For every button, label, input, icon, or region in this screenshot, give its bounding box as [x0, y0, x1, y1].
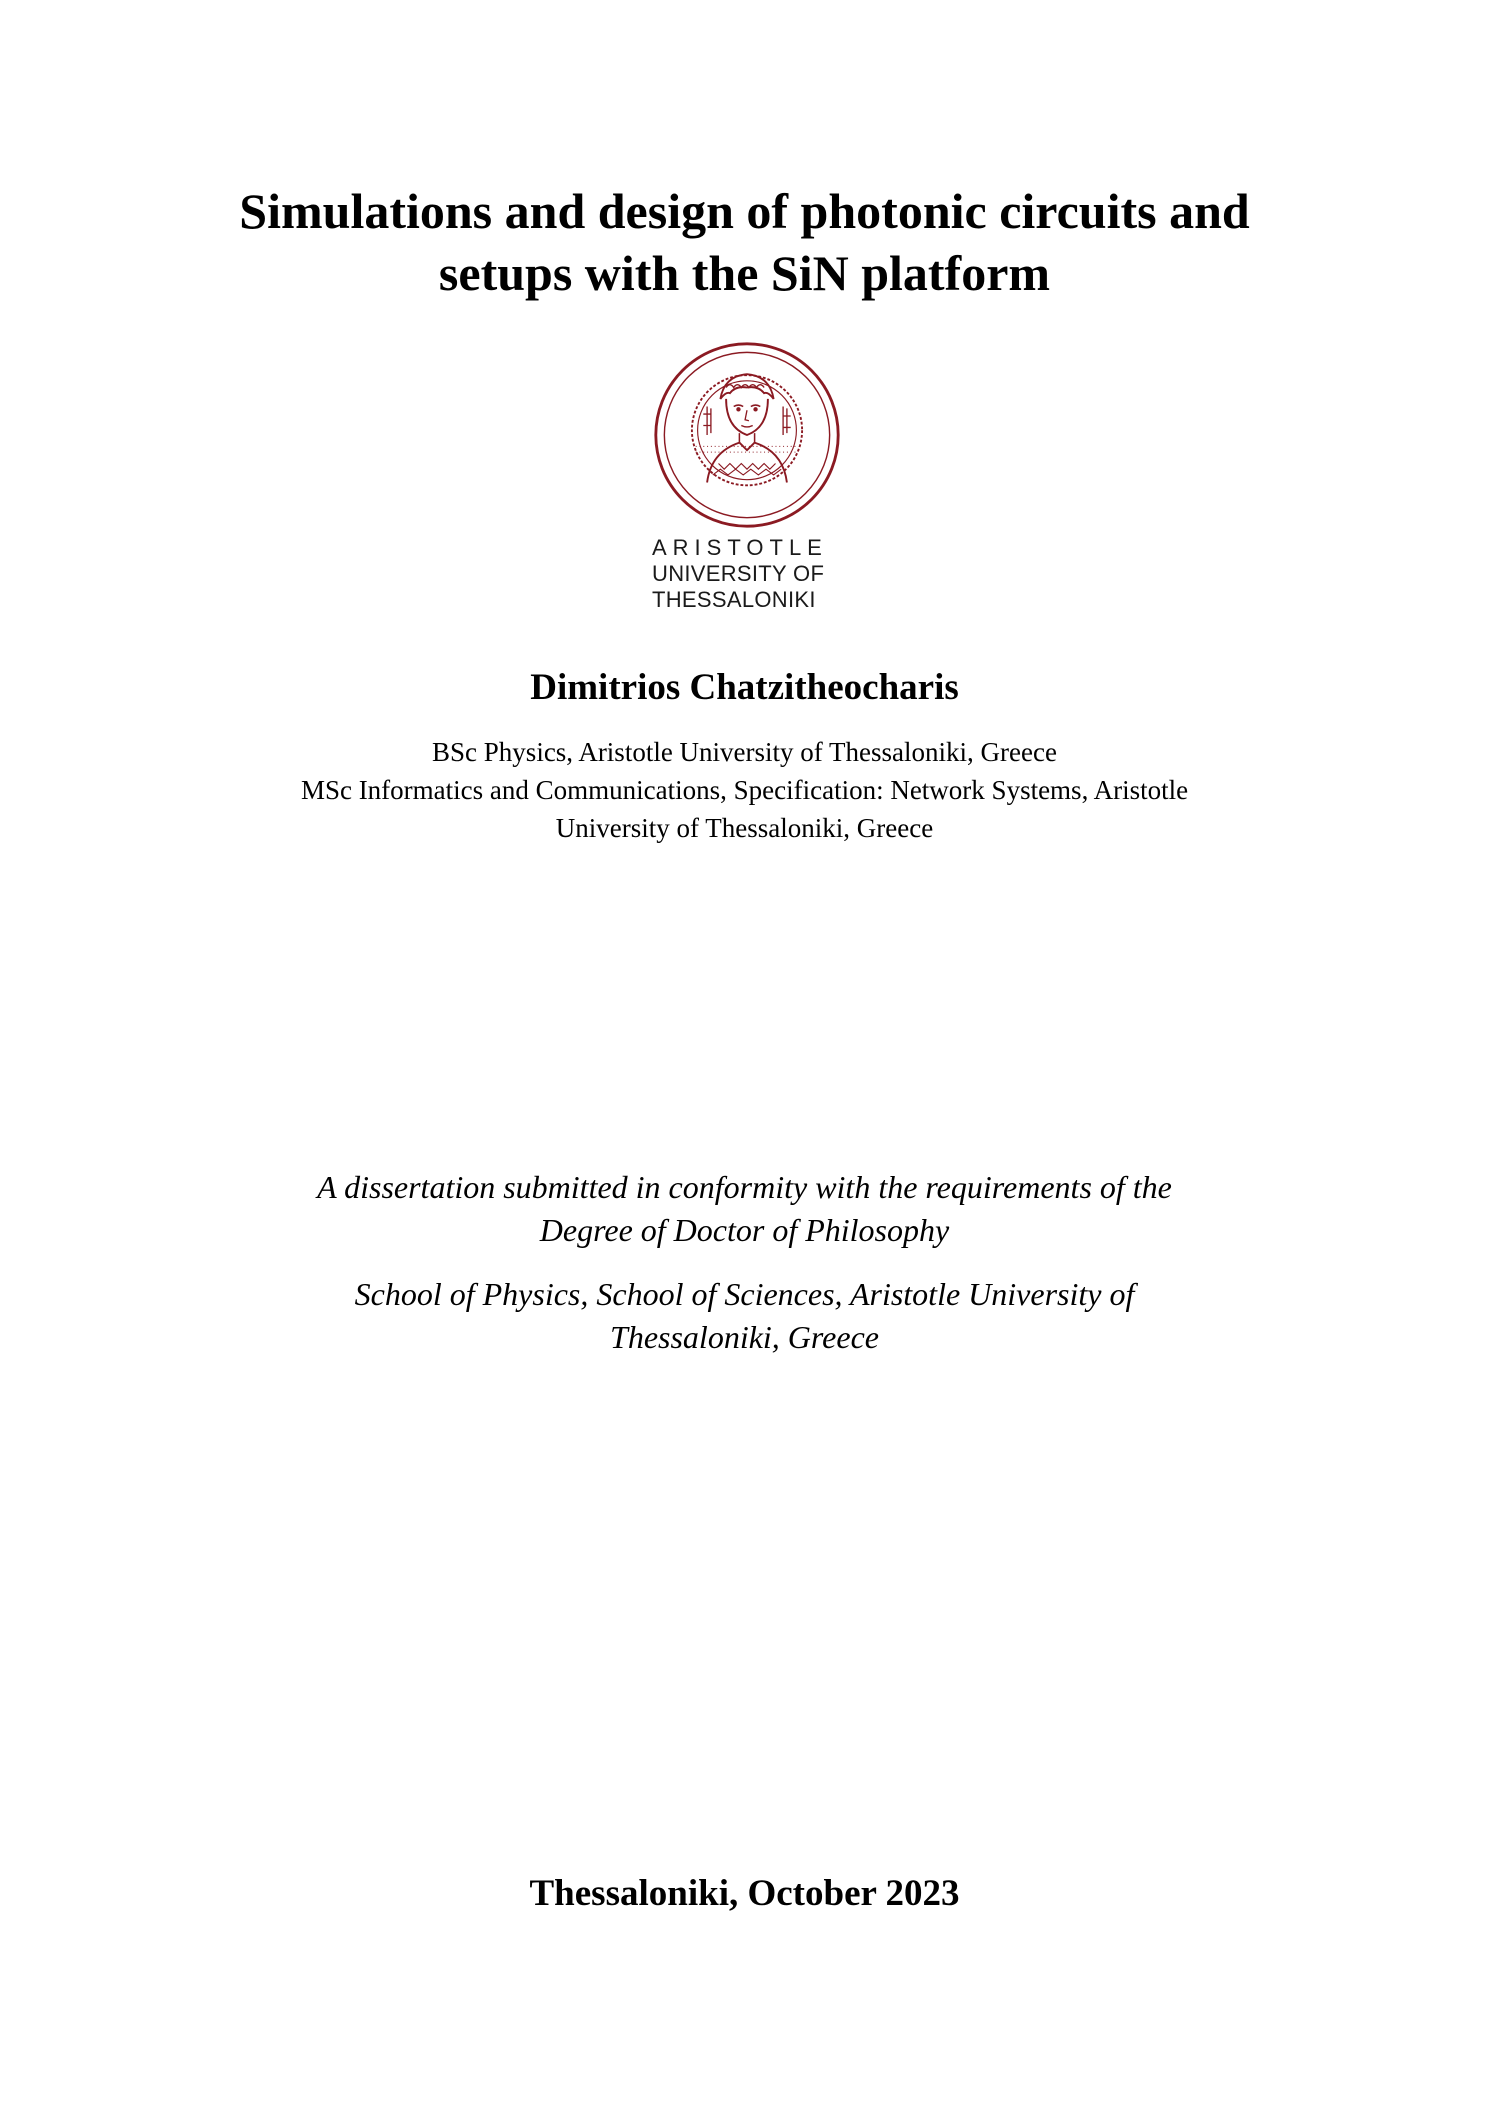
- dissertation-line-2: Degree of Doctor of Philosophy: [539, 1212, 950, 1248]
- place-and-date: Thessaloniki, October 2023: [529, 1873, 960, 1914]
- degree-line-3: University of Thessaloniki, Greece: [555, 813, 934, 843]
- school-affiliation: [0, 1273, 1489, 1359]
- author-degrees: [0, 733, 1489, 847]
- university-name-line-1: ARISTOTLE: [652, 535, 828, 560]
- school-line-2: Thessaloniki, Greece: [610, 1319, 879, 1355]
- university-name-line-3: THESSALONIKI: [652, 587, 816, 612]
- university-name: [652, 535, 852, 613]
- university-name-line-2: UNIVERSITY OF: [652, 561, 825, 586]
- degree-line-1: BSc Physics, Aristotle University of Thessaloniki, Greece: [432, 737, 1057, 767]
- thesis-title-line-1: Simulations and design of photonic circuits and: [239, 183, 1250, 239]
- school-line-1: School of Physics, School of Sciences, Aristotle University of: [354, 1276, 1135, 1312]
- thesis-title: [0, 180, 1489, 304]
- thesis-title-line-2: setups with the SiN platform: [438, 245, 1051, 301]
- dissertation-line-1: A dissertation submitted in conformity with the requirements of the: [317, 1169, 1172, 1205]
- author-name: Dimitrios Chatzitheocharis: [530, 667, 959, 708]
- dissertation-statement: [0, 1166, 1489, 1252]
- degree-line-2: MSc Informatics and Communications, Specification: Network Systems, Aristotle: [300, 775, 1189, 805]
- university-seal-icon: [652, 340, 842, 530]
